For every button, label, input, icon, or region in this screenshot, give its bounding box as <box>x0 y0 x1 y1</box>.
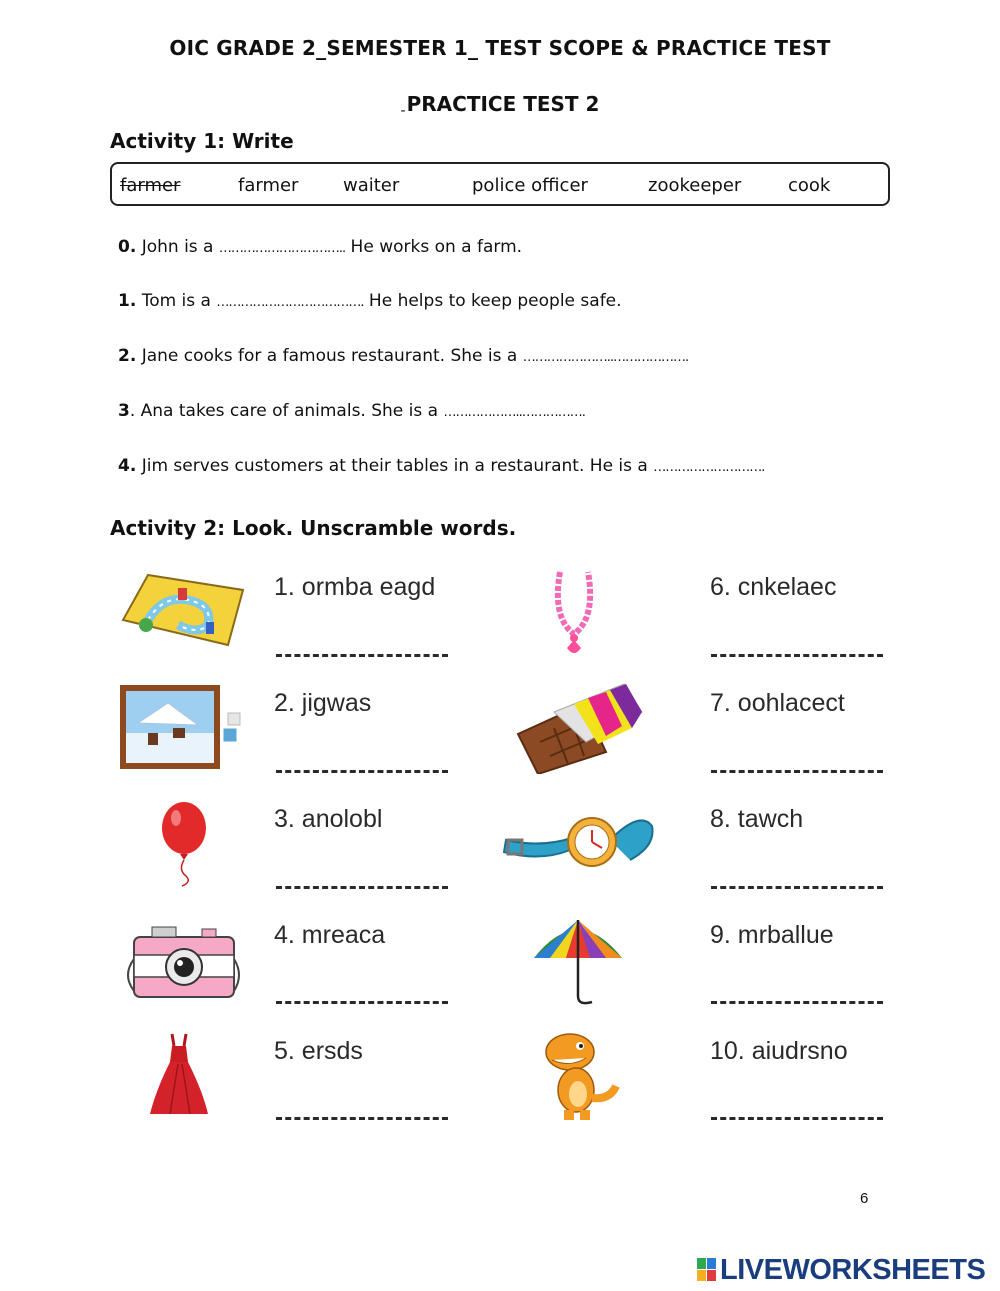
sentence-text: Jim serves customers at their tables in a restaurant. He is a <box>136 456 654 476</box>
board-game-icon <box>118 570 248 650</box>
sentence-text: . Ana takes care of animals. She is a <box>129 401 444 421</box>
word-bank-item: farmer <box>238 175 299 196</box>
activity2-heading: Activity 2: Look. Unscramble words. <box>110 516 517 540</box>
chocolate-icon <box>514 682 644 774</box>
subtitle-mark: - <box>400 103 406 119</box>
jigsaw-puzzle-icon <box>118 683 250 773</box>
sentence-0 <box>118 237 522 257</box>
sentence-text: John is a <box>136 237 219 257</box>
answer-line-3[interactable] <box>276 886 448 889</box>
answer-line-5[interactable] <box>276 1117 448 1120</box>
sentence-3 <box>118 401 585 421</box>
answer-line-10[interactable] <box>711 1117 883 1120</box>
answer-blank[interactable]: ………………………………. <box>216 295 364 310</box>
sentence-text: Tom is a <box>136 291 217 311</box>
scramble-label-10: 10. aiudrsno <box>710 1037 848 1065</box>
sentence-number: 0. <box>118 237 137 257</box>
answer-blank[interactable]: ………………………….. <box>218 241 346 256</box>
page-title: OIC GRADE 2_SEMESTER 1_ TEST SCOPE & PRACTICE TEST <box>169 36 831 60</box>
watch-icon <box>500 810 658 874</box>
dress-icon <box>148 1032 210 1118</box>
necklace-icon <box>552 568 596 658</box>
answer-line-8[interactable] <box>711 886 883 889</box>
scramble-label-2: 2. jigwas <box>274 689 372 717</box>
scramble-label-8: 8. tawch <box>710 805 804 833</box>
word-bank-item: cook <box>788 175 831 196</box>
page-number: 6 <box>860 1190 869 1207</box>
sentence-number: 1. <box>118 291 137 311</box>
word-bank-item: police officer <box>472 175 588 196</box>
umbrella-icon <box>530 912 626 1008</box>
liveworksheets-logo-icon <box>697 1258 717 1282</box>
word-bank-item-example: farmer <box>120 175 181 196</box>
activity1-heading: Activity 1: Write <box>110 129 294 153</box>
scramble-label-5: 5. ersds <box>274 1037 363 1065</box>
sentence-number: 4. <box>118 456 137 476</box>
answer-blank[interactable]: ………………………. <box>653 460 765 475</box>
dinosaur-icon <box>540 1028 620 1122</box>
answer-blank[interactable]: …………………..………………. <box>522 350 689 365</box>
brand-name[interactable]: LIVEWORKSHEETS <box>720 1254 986 1286</box>
scramble-label-6: 6. cnkelaec <box>710 573 837 601</box>
scramble-label-1: 1. ormba eagd <box>274 573 436 601</box>
answer-line-9[interactable] <box>711 1001 883 1004</box>
answer-line-6[interactable] <box>711 654 883 657</box>
sentence-number: 2. <box>118 346 137 366</box>
sentence-text: He works on a farm. <box>345 237 523 257</box>
balloon-icon <box>158 800 210 888</box>
subtitle-text: PRACTICE TEST 2 <box>406 92 600 116</box>
sentence-4 <box>118 456 764 476</box>
answer-line-2[interactable] <box>276 770 448 773</box>
page-subtitle <box>0 92 1000 119</box>
answer-line-1[interactable] <box>276 654 448 657</box>
word-bank-item: zookeeper <box>648 175 742 196</box>
sentence-text: Jane cooks for a famous restaurant. She is a <box>136 346 523 366</box>
scramble-label-9: 9. mrballue <box>710 921 834 949</box>
answer-line-4[interactable] <box>276 1001 448 1004</box>
sentence-2 <box>118 346 688 366</box>
answer-blank[interactable]: ………………..……………. <box>443 405 585 420</box>
sentence-1 <box>118 291 622 311</box>
scramble-label-3: 3. anolobl <box>274 805 383 833</box>
scramble-label-4: 4. mreaca <box>274 921 386 949</box>
camera-icon <box>122 915 244 1003</box>
word-bank-item: waiter <box>343 175 400 196</box>
scramble-label-7: 7. oohlacect <box>710 689 845 717</box>
answer-line-7[interactable] <box>711 770 883 773</box>
sentence-number: 3 <box>118 401 130 421</box>
sentence-text: He helps to keep people safe. <box>363 291 622 311</box>
